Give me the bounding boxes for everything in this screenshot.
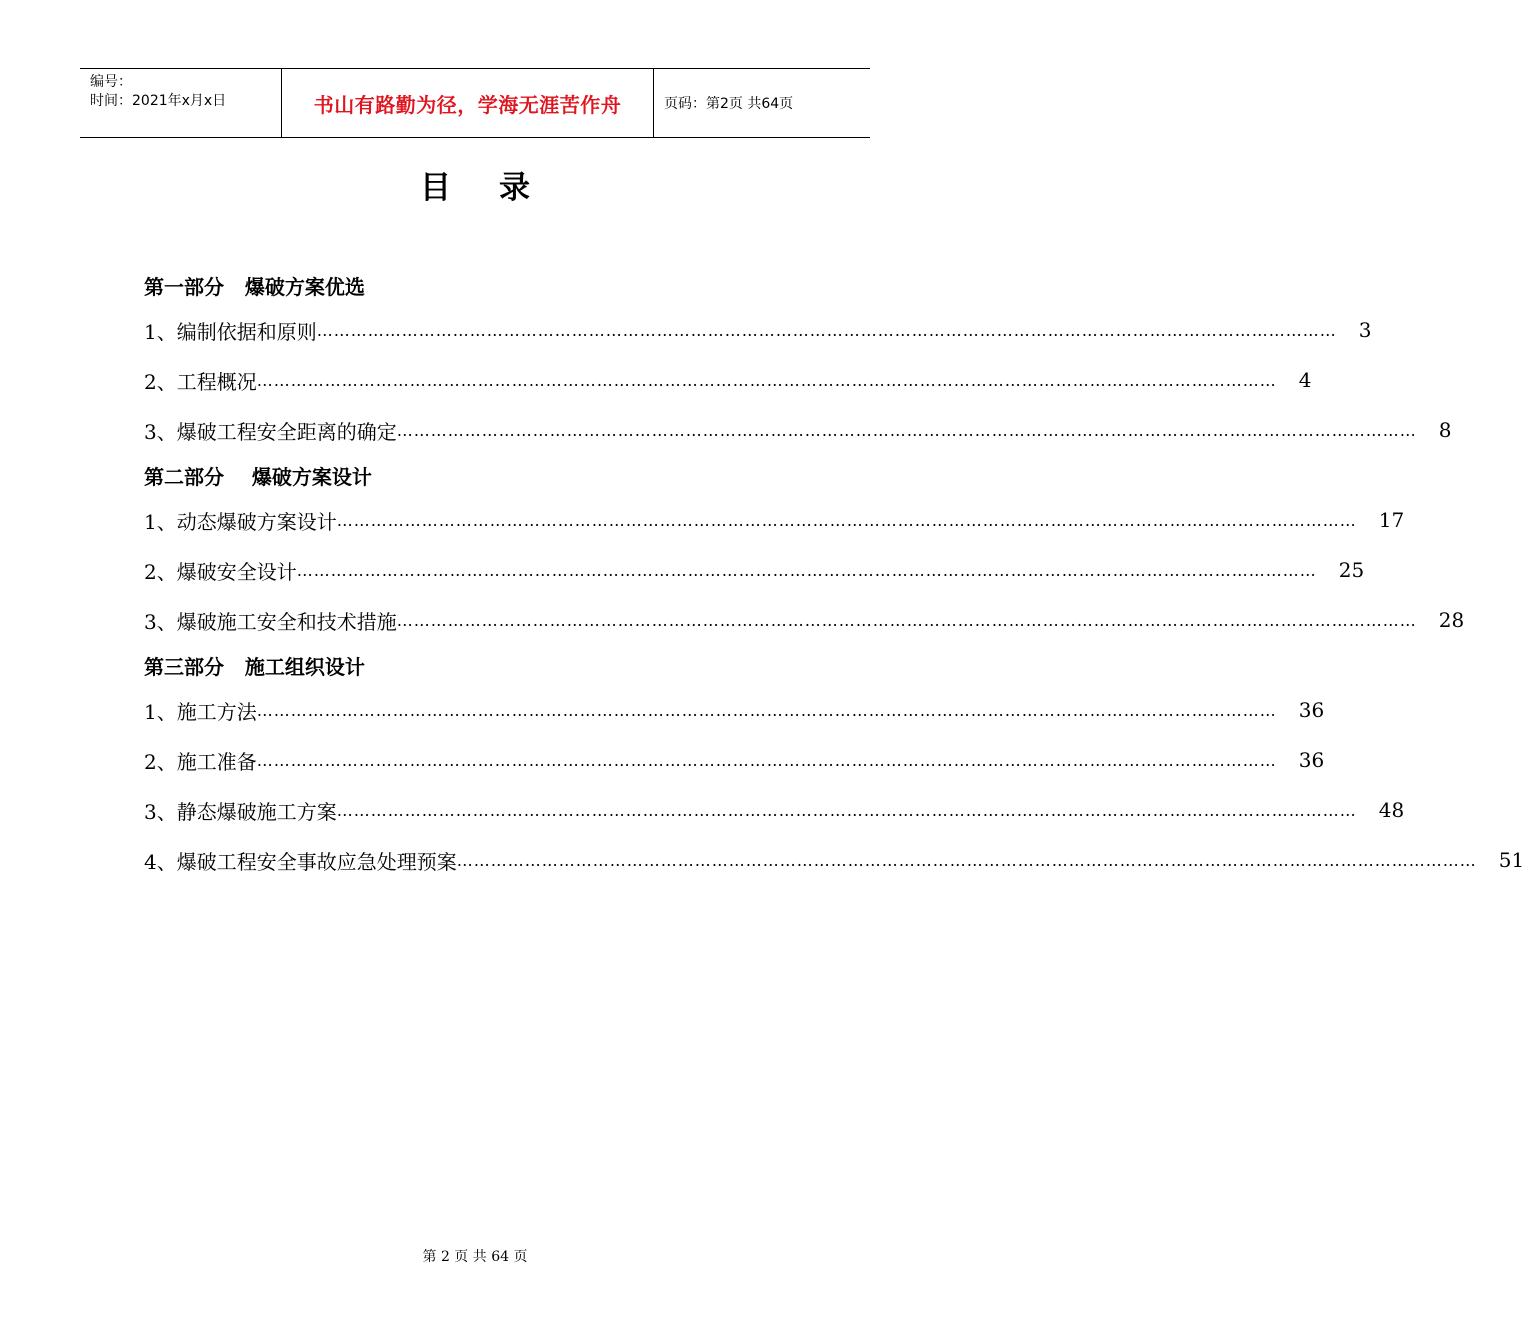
page-title: 目录 — [420, 170, 578, 206]
toc-entry-page-number: 36 — [1298, 698, 1325, 722]
header-page-info: 页码：第2页 共64页 — [664, 96, 794, 112]
toc-entry-page-number: 17 — [1378, 508, 1405, 532]
toc-entry-label: 2、工程概况 — [144, 369, 257, 394]
toc-section-title[interactable]: 第一部分 爆破方案优选 — [144, 274, 365, 299]
toc-entry-label: 1、施工方法 — [144, 699, 257, 724]
toc-entry-page-number: 36 — [1298, 748, 1325, 772]
toc-entry-label: 1、动态爆破方案设计 — [144, 509, 337, 534]
toc-entry[interactable] — [144, 735, 1325, 785]
toc-entry[interactable] — [144, 835, 1525, 885]
toc-entry[interactable] — [144, 595, 1465, 645]
page-header — [80, 68, 870, 138]
toc-leader-dots: ……………………………………………………………………………………………………………………………………………………………… — [296, 560, 1317, 580]
toc-section-title[interactable]: 第三部分 施工组织设计 — [144, 654, 365, 679]
toc-leader-dots: ……………………………………………………………………………………………………………………………………………………………… — [396, 420, 1417, 440]
toc-entry-page-number: 8 — [1438, 418, 1452, 442]
document-number-label: 编号： — [90, 74, 132, 90]
toc-entry-page-number: 51 — [1498, 848, 1525, 872]
toc-entry[interactable] — [144, 495, 1405, 545]
toc-leader-dots: ……………………………………………………………………………………………………………………………………………………………… — [336, 800, 1357, 820]
toc-leader-dots: ……………………………………………………………………………………………………………………………………………………………… — [316, 320, 1337, 340]
toc-entry-page-number: 25 — [1338, 558, 1365, 582]
toc-entry[interactable] — [144, 355, 1312, 405]
toc-leader-dots: ……………………………………………………………………………………………………………………………………………………………… — [256, 370, 1277, 390]
toc-entry-label: 4、爆破工程安全事故应急处理预案 — [144, 849, 457, 874]
toc-entry-label: 3、静态爆破施工方案 — [144, 799, 337, 824]
toc-leader-dots: ……………………………………………………………………………………………………………………………………………………………… — [336, 510, 1357, 530]
toc-leader-dots: ……………………………………………………………………………………………………………………………………………………………… — [256, 750, 1277, 770]
toc-entry[interactable] — [144, 685, 1325, 735]
toc-entry-label: 3、爆破工程安全距离的确定 — [144, 419, 397, 444]
toc-entry[interactable] — [144, 405, 1452, 455]
header-meta-cell — [80, 69, 282, 137]
toc-entry-page-number: 4 — [1298, 368, 1312, 392]
toc-entry-label: 2、爆破安全设计 — [144, 559, 297, 584]
toc-entry[interactable] — [144, 785, 1405, 835]
table-of-contents — [144, 265, 1525, 885]
toc-entry-label: 2、施工准备 — [144, 749, 257, 774]
toc-entry-label: 3、爆破施工安全和技术措施 — [144, 609, 397, 634]
page-footer: 第 2 页 共 64 页 — [422, 1249, 528, 1265]
toc-leader-dots: ……………………………………………………………………………………………………………………………………………………………… — [256, 700, 1277, 720]
toc-entry[interactable] — [144, 545, 1365, 595]
toc-entry-page-number: 28 — [1438, 608, 1465, 632]
toc-entry-page-number: 3 — [1358, 318, 1372, 342]
toc-entry-label: 1、编制依据和原则 — [144, 319, 317, 344]
toc-entry[interactable] — [144, 305, 1372, 355]
toc-section-title[interactable]: 第二部分 爆破方案设计 — [144, 464, 372, 489]
toc-leader-dots: ……………………………………………………………………………………………………………………………………………………………… — [456, 850, 1477, 870]
toc-leader-dots: ……………………………………………………………………………………………………………………………………………………………… — [396, 610, 1417, 630]
toc-entry-page-number: 48 — [1378, 798, 1405, 822]
document-date-label: 时间：2021年x月x日 — [90, 93, 227, 109]
header-motto: 书山有路勤为径，学海无涯苦作舟 — [282, 69, 654, 137]
